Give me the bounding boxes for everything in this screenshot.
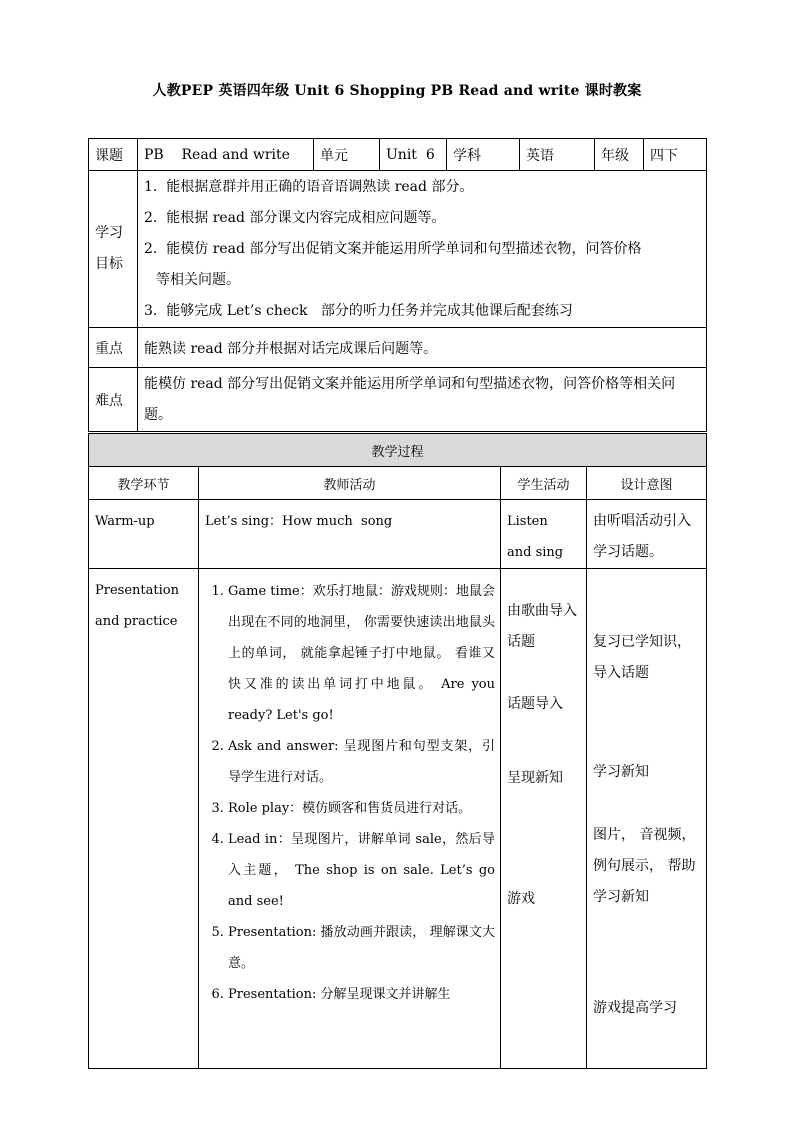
student-activity: 话题导入 [507, 696, 563, 712]
teaching-process-table [88, 433, 707, 1069]
grade-label: 年级 [595, 139, 644, 171]
difficulty-row [89, 368, 707, 432]
teacher-activity: 1. Game time：欢乐打地鼠：游戏规则：地鼠会出现在不同的地洞里， 你需要快速读出地鼠头上的单词， 就能拿起锤子打中地鼠。 看谁又快又准的读出单词打中地鼠。 Are you ready? Let's go! [228, 576, 495, 731]
student-activity: 呈现新知 [507, 770, 563, 786]
presentation-intent [587, 569, 707, 1069]
key-point-text: 能熟读 read 部分并根据对话完成课后问题等。 [138, 328, 707, 368]
design-intent: 学习新知 [593, 764, 649, 780]
header-student: 学生活动 [501, 467, 587, 500]
document-title: 人教PEP 英语四年级 Unit 6 Shopping PB Read and write 课时教案 [152, 83, 642, 99]
presentation-stage-line-2: and practice [95, 614, 178, 629]
presentation-stage [89, 569, 199, 1069]
header-teacher: 教师活动 [199, 467, 501, 500]
unit-label: 单元 [314, 139, 380, 171]
goal-item: 等相关问题。 [156, 272, 240, 288]
presentation-student [501, 569, 587, 1069]
lesson-info-table [88, 138, 707, 432]
goal-item: 3. 能够完成 Let’s check 部分的听力任务并完成其他课后配套练习 [144, 303, 573, 319]
subject-label: 学科 [447, 139, 520, 171]
goals-label-line-2: 目标 [95, 256, 123, 272]
difficulty-label: 难点 [89, 368, 138, 432]
warmup-row [89, 500, 707, 569]
goal-item: 1. 能根据意群并用正确的语音语调熟读 read 部分。 [144, 179, 474, 195]
design-intent: 图片， 音视频，例句展示， 帮助学习新知 [593, 827, 696, 905]
difficulty-text: 能模仿 read 部分写出促销文案并能运用所学单词和句型描述衣物，问答价格等相关问题。 [138, 368, 707, 432]
teacher-activity: 6. Presentation: 分解呈现课文并讲解生 [228, 979, 495, 1010]
goal-item: 2. 能模仿 read 部分写出促销文案并能运用所学单词和句型描述衣物，问答价格 [144, 241, 642, 257]
design-intent: 游戏提高学习 [593, 1000, 677, 1016]
goals-list [138, 171, 707, 328]
teacher-activity: 4. Lead in：呈现图片，讲解单词 sale，然后导入主题， The shop is on sale. Let’s go and see! [228, 824, 495, 917]
presentation-row [89, 569, 707, 1069]
presentation-teacher [199, 569, 501, 1069]
section-row [89, 434, 707, 467]
goals-label [89, 171, 138, 328]
presentation-stage-line-1: Presentation [95, 583, 179, 598]
goal-item: 2. 能根据 read 部分课文内容完成相应问题等。 [144, 210, 446, 226]
teacher-activity-list [200, 570, 499, 1010]
grade-value: 四下 [644, 139, 707, 171]
goals-row [89, 171, 707, 328]
topic-label: 课题 [89, 139, 138, 171]
teacher-activity: 3. Role play：模仿顾客和售货员进行对话。 [228, 793, 495, 824]
info-row [89, 139, 707, 171]
header-row [89, 467, 707, 500]
student-activity: 游戏 [507, 891, 535, 907]
warmup-student: Listen and sing [501, 500, 587, 569]
header-stage: 教学环节 [89, 467, 199, 500]
topic-value: PB Read and write [138, 139, 314, 171]
subject-value: 英语 [520, 139, 595, 171]
warmup-teacher: Let’s sing：How much song [199, 500, 501, 569]
teacher-activity: 2. Ask and answer: 呈现图片和句型支架，引导学生进行对话。 [228, 731, 495, 793]
goals-label-line-1: 学习 [95, 225, 123, 241]
key-point-label: 重点 [89, 328, 138, 368]
header-intent: 设计意图 [587, 467, 707, 500]
section-title: 教学过程 [89, 434, 707, 467]
key-point-row [89, 328, 707, 368]
teacher-activity: 5. Presentation: 播放动画并跟读， 理解课文大意。 [228, 917, 495, 979]
design-intent: 复习已学知识，导入话题 [593, 634, 691, 681]
student-activity: 由歌曲导入话题 [507, 603, 577, 650]
warmup-intent: 由听唱活动引入学习话题。 [587, 500, 707, 569]
warmup-stage: Warm-up [89, 500, 199, 569]
unit-value: Unit 6 [380, 139, 447, 171]
